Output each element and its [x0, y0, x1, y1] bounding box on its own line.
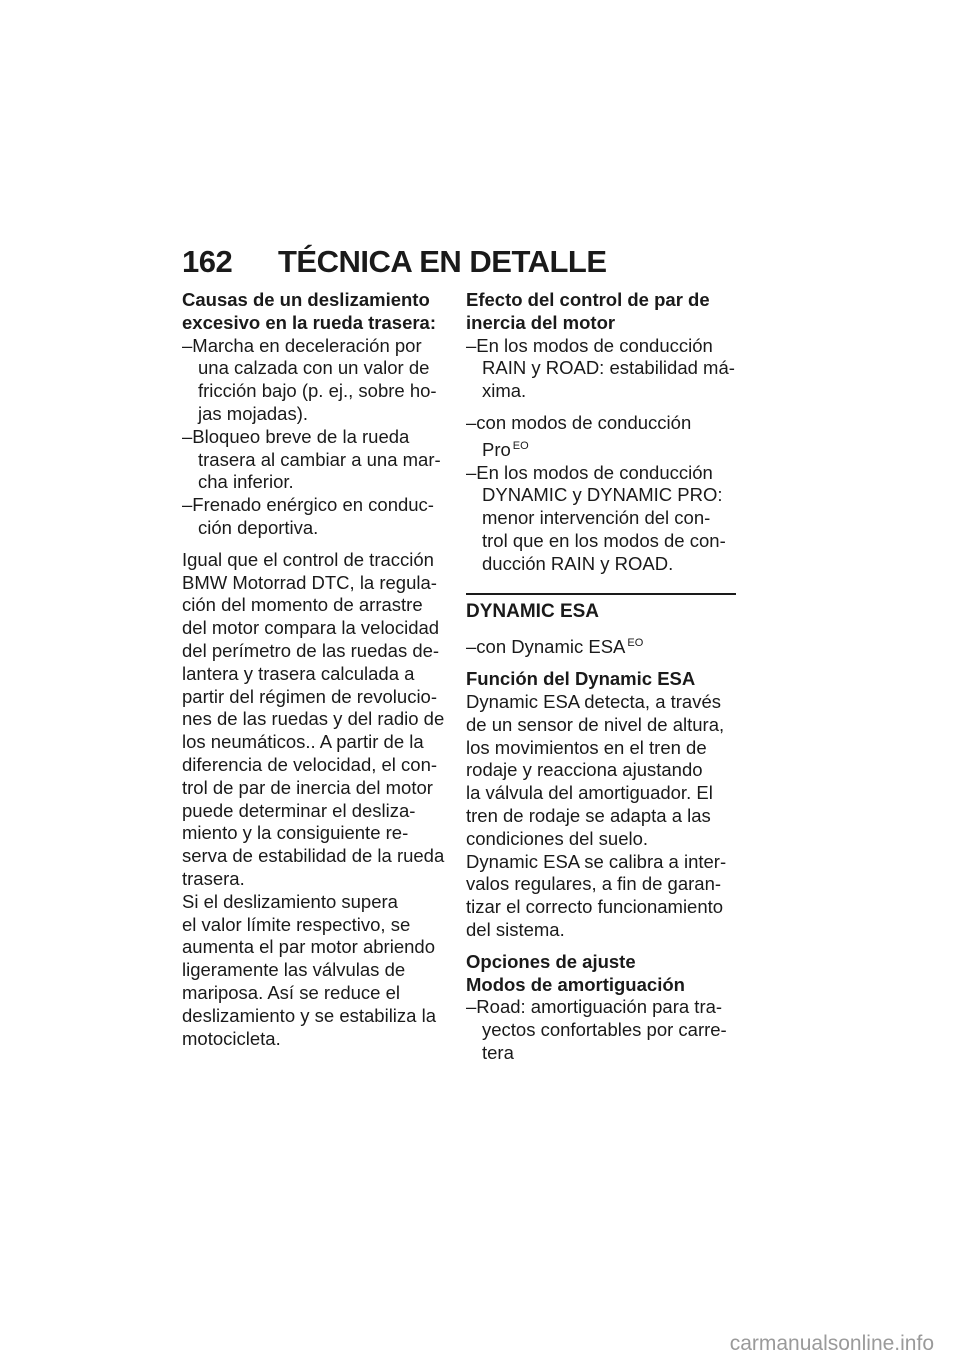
text: menor intervención del con- [482, 507, 711, 529]
text-line [182, 617, 457, 640]
text: Efecto del control de par de [466, 289, 710, 310]
subheading [466, 668, 741, 691]
text: Función del Dynamic ESA [466, 668, 696, 690]
paragraph [182, 891, 457, 1051]
text: partir del régimen de revolucio- [182, 685, 438, 707]
text-line [466, 759, 741, 782]
bullet-item [466, 462, 741, 576]
text: Modos de amortiguación [466, 973, 685, 995]
text-line [182, 777, 457, 800]
text: la válvula del amortiguador. El [466, 782, 713, 804]
paragraph [466, 851, 741, 942]
text-line [466, 1019, 741, 1042]
paragraph [466, 691, 741, 851]
text-line [182, 1028, 457, 1051]
bullet-item [182, 335, 457, 426]
text-line [466, 553, 741, 576]
text-line [182, 357, 457, 380]
text: de un sensor de nivel de altura, [466, 713, 725, 735]
text-line [182, 959, 457, 982]
text-line [466, 919, 741, 942]
text: –Bloqueo breve de la rueda [182, 425, 410, 447]
text-line [466, 828, 741, 851]
bullet-item [466, 632, 741, 659]
text-line [182, 449, 457, 472]
text-line [466, 996, 741, 1019]
text: Causas de un deslizamiento [182, 289, 430, 310]
text: los movimientos en el tren de [466, 736, 707, 758]
text: ción deportiva. [198, 516, 319, 538]
text-line [466, 380, 741, 403]
text: ducción RAIN y ROAD. [482, 552, 674, 574]
left-column [182, 289, 457, 1050]
text: tren de rodaje se adapta a las [466, 804, 711, 826]
bullet-item [466, 335, 741, 403]
text-line [466, 782, 741, 805]
text-line [182, 936, 457, 959]
text-line [466, 484, 741, 507]
bullet-item [466, 412, 741, 462]
text-line [182, 822, 457, 845]
text-line [466, 335, 741, 358]
text: Dynamic ESA detecta, a través [466, 690, 722, 712]
text-line [182, 572, 457, 595]
text: rodaje y reacciona ajustando [466, 759, 703, 781]
text: miento y la consiguiente re- [182, 822, 409, 844]
text-line [182, 845, 457, 868]
text-line [182, 380, 457, 403]
text-line [182, 289, 457, 312]
text-line [466, 435, 741, 462]
text: tizar el correcto funcionamiento [466, 896, 724, 918]
text: aumenta el par motor abriendo [182, 936, 435, 958]
text: del perímetro de las ruedas de- [182, 639, 440, 661]
text-line [466, 805, 741, 828]
text-line [466, 530, 741, 553]
text-line [182, 708, 457, 731]
text: deslizamiento y se estabiliza la [182, 1004, 436, 1026]
text-line [182, 663, 457, 686]
subheading [466, 289, 741, 335]
text-line [466, 312, 741, 335]
text: cha inferior. [198, 471, 294, 493]
text: xima. [482, 380, 527, 402]
page-header [182, 244, 607, 280]
text: puede determinar el desliza- [182, 799, 416, 821]
text: inercia del motor [466, 311, 616, 333]
text: excesivo en la rueda trasera: [182, 311, 437, 333]
text-line [466, 951, 741, 974]
text-line [466, 289, 741, 312]
text-line [182, 403, 457, 426]
text: lantera y trasera calculada a [182, 662, 415, 684]
text: –Marcha en deceleración por [182, 334, 422, 356]
text-line [182, 914, 457, 937]
text: –En los modos de conducción [466, 461, 713, 483]
text: trasera. [182, 867, 245, 889]
text: –con Dynamic ESA [466, 636, 626, 658]
text: del sistema. [466, 918, 565, 940]
text-line [182, 640, 457, 663]
text-line [182, 891, 457, 914]
text-line [466, 691, 741, 714]
text-line [466, 412, 741, 435]
bullet-item [466, 996, 741, 1064]
text: Igual que el control de tracción [182, 548, 434, 570]
text-line [466, 668, 741, 691]
watermark: carmanualsonline.info [729, 1332, 934, 1355]
text-line [182, 594, 457, 617]
text: –Road: amortiguación para tra- [466, 996, 723, 1018]
text-line [466, 896, 741, 919]
text: jas mojadas). [198, 402, 309, 424]
optional-equipment-mark: EO [512, 439, 529, 452]
text-line [182, 686, 457, 709]
optional-equipment-mark: EO [627, 637, 644, 650]
text-line [466, 632, 741, 659]
text-line [466, 1042, 741, 1065]
text-line [466, 714, 741, 737]
text: mariposa. Así se reduce el [182, 981, 400, 1003]
text: condiciones del suelo. [466, 827, 649, 849]
text-line [466, 873, 741, 896]
text: RAIN y ROAD: estabilidad má- [482, 357, 735, 379]
text: ligeramente las válvulas de [182, 959, 406, 981]
text: DYNAMIC ESA [466, 600, 600, 622]
text: trol que en los modos de con- [482, 529, 726, 551]
text: del motor compara la velocidad [182, 617, 440, 639]
text-line [182, 1005, 457, 1028]
text: Si el deslizamiento supera [182, 890, 398, 912]
right-column [466, 289, 741, 1065]
text: –Frenado enérgico en conduc- [182, 494, 434, 516]
paragraph [182, 549, 457, 891]
text-line [182, 754, 457, 777]
text-line [466, 851, 741, 874]
text: ción del momento de arrastre [182, 594, 423, 616]
page-number: 162 [182, 244, 233, 279]
text: BMW Motorrad DTC, la regula- [182, 571, 437, 593]
text: Pro [482, 438, 511, 460]
text-line [182, 731, 457, 754]
text: el valor límite respectivo, se [182, 913, 411, 935]
text: una calzada con un valor de [198, 357, 430, 379]
text-line [182, 494, 457, 517]
text-line [466, 357, 741, 380]
text: –En los modos de conducción [466, 334, 713, 356]
text: trasera al cambiar a una mar- [198, 448, 441, 470]
text-line [466, 507, 741, 530]
text: nes de las ruedas y del radio de [182, 708, 445, 730]
text-line [466, 974, 741, 997]
text-line [182, 312, 457, 335]
text-line [466, 462, 741, 485]
text: serva de estabilidad de la rueda [182, 845, 445, 867]
page-title: TÉCNICA EN DETALLE [278, 244, 607, 279]
text: trol de par de inercia del motor [182, 776, 433, 798]
text-line [182, 471, 457, 494]
bullet-item [182, 494, 457, 540]
subheading [466, 951, 741, 997]
text-line [182, 868, 457, 891]
text: motocicleta. [182, 1027, 281, 1049]
text-line [182, 517, 457, 540]
text: Opciones de ajuste [466, 950, 636, 972]
text: fricción bajo (p. ej., sobre ho- [198, 380, 437, 402]
text-line [182, 800, 457, 823]
text-line [182, 335, 457, 358]
text: diferencia de velocidad, el con- [182, 753, 438, 775]
text-line [182, 982, 457, 1005]
text: yectos confortables por carre- [482, 1019, 727, 1041]
section-heading [466, 601, 741, 624]
section-divider [466, 593, 736, 595]
bullet-item [182, 426, 457, 494]
text: DYNAMIC y DYNAMIC PRO: [482, 484, 723, 506]
text: valos regulares, a fin de garan- [466, 873, 722, 895]
text: tera [482, 1041, 514, 1063]
text: los neumáticos.. A partir de la [182, 731, 424, 753]
text: Dynamic ESA se calibra a inter- [466, 850, 727, 872]
text-line [466, 737, 741, 760]
subheading [182, 289, 457, 335]
text-line [182, 549, 457, 572]
text-line [466, 601, 741, 624]
text-line [182, 426, 457, 449]
text: –con modos de conducción [466, 411, 692, 433]
